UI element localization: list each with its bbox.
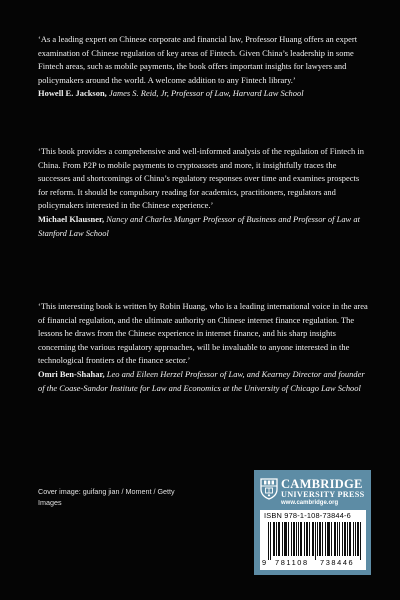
isbn-barcode-panel — [260, 510, 366, 570]
endorsement-quote: ‘This book provides a comprehensive and well-informed analysis of the regulation of Fintech in China. From P2P to mobile payments to cryptoassets and more, it insightfully traces the successes and shortcomings of China’s regulatory responses over time and examines prospects for reform. It should be compulsory reading for academics, practitioners, regulators and policymakers interested in the Chinese experience.’ — [38, 146, 364, 211]
barcode-digit-first: 9 — [262, 558, 267, 567]
endorsement-jackson — [38, 33, 368, 101]
cambridge-crest-icon — [260, 478, 278, 500]
endorsement-quote: ‘This interesting book is written by Robin Huang, who is a leading international voice in the area of financial regulation, and the ultimate authority on Chinese internet finance regulation. The lessons he draws from the Chinese experience in internet finance, and his sharp insights concerning the various regulatory approaches, will be invaluable to anyone interested in the technological frontiers of the finance sector.’ — [38, 301, 368, 366]
isbn-label: ISBN 978-1-108-73844-6 — [264, 511, 351, 520]
endorsement-attribution — [38, 368, 368, 395]
endorsement-quote: ‘As a leading expert on Chinese corporate and financial law, Professor Huang offers an expert examination of Chinese regulation of key areas of Fintech. Given China’s leadership in some Fintech areas, such as mobile payments, the book offers important insights for lawyers and policymakers around the world. A welcome addition to any Fintech library.’ — [38, 34, 358, 85]
endorser-name: Omri Ben-Shahar, — [38, 368, 105, 379]
endorsement-attribution — [38, 213, 368, 240]
endorser-title: James S. Reid, Jr, Professor of Law, Harvard Law School — [108, 88, 304, 99]
publisher-subname: UNIVERSITY PRESS — [281, 490, 365, 499]
endorser-title: Leo and Eileen Herzel Professor of Law, and Kearney Director and founder of the Coase-Sandor Institute for Law and Economics at the University of Chicago Law School — [38, 368, 365, 393]
publisher-box — [254, 470, 371, 575]
barcode-digit-group-2: 738446 — [320, 558, 355, 567]
publisher-name: CAMBRIDGE — [281, 477, 363, 491]
endorser-name: Howell E. Jackson, — [38, 88, 107, 99]
endorsement-attribution — [38, 87, 368, 101]
endorser-name: Michael Klausner, — [38, 213, 105, 224]
publisher-logo — [260, 478, 368, 508]
endorsement-ben-shahar — [38, 300, 368, 395]
publisher-url: www.cambridge.org — [281, 500, 339, 506]
barcode-digit-group-1: 781108 — [275, 558, 309, 567]
endorsement-klausner — [38, 145, 368, 240]
cover-image-credit: Cover image: guifang jian / Moment / Getty Images — [38, 487, 175, 507]
endorser-title: Nancy and Charles Munger Professor of Business and Professor of Law at Stanford Law School — [38, 213, 360, 238]
barcode-icon — [268, 522, 362, 560]
